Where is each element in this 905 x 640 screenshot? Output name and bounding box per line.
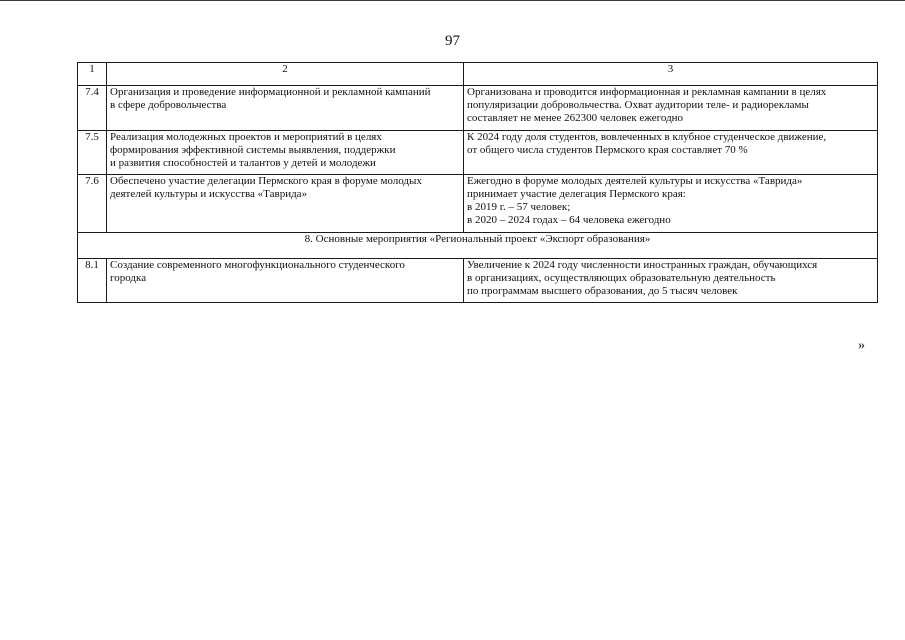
row-number: 7.4 (78, 86, 107, 131)
result-text: К 2024 году доля студентов, вовлеченных в клубное студенческое движение, (467, 131, 827, 143)
result-text: в 2020 – 2024 годах – 64 человека ежегодно (467, 214, 671, 226)
row-number: 7.5 (78, 131, 107, 175)
result-cell (464, 86, 878, 131)
activity-text: деятелей культуры и искусства «Таврида» (110, 188, 308, 200)
result-text: в 2019 г. – 57 человек; (467, 201, 571, 213)
result-text: Ежегодно в форуме молодых деятелей культуры и искусства «Таврида» (467, 175, 803, 187)
table-header-row (78, 63, 878, 86)
top-rule (0, 0, 905, 1)
table-row (78, 86, 878, 131)
activity-text: формирования эффективной системы выявления, поддержки (110, 144, 396, 156)
table-row (78, 131, 878, 175)
activity-cell (107, 131, 464, 175)
result-text: Увеличение к 2024 году численности иностранных граждан, обучающихся (467, 259, 818, 271)
activity-text: Организация и проведение информационной и рекламной кампаний (110, 86, 431, 98)
measures-table (77, 62, 878, 303)
activity-text: и развития способностей и талантов у детей и молодежи (110, 157, 376, 169)
result-cell (464, 259, 878, 303)
column-header-activity: 2 (107, 63, 464, 86)
result-text: по программам высшего образования, до 5 тысяч человек (467, 285, 738, 297)
activity-text: городка (110, 272, 147, 284)
result-text: в организациях, осуществляющих образовательную деятельность (467, 272, 776, 284)
result-text: принимает участие делегация Пермского края: (467, 188, 686, 200)
row-number: 8.1 (78, 259, 107, 303)
activity-text: в сфере добровольчества (110, 99, 227, 111)
table-row (78, 259, 878, 303)
section-heading: 8. Основные мероприятия «Региональный проект «Экспорт образования» (78, 233, 878, 259)
column-header-number: 1 (78, 63, 107, 86)
section-heading-row (78, 233, 878, 259)
activity-cell (107, 86, 464, 131)
result-cell (464, 131, 878, 175)
table-row (78, 175, 878, 233)
result-text: Организована и проводится информационная и рекламная кампании в целях (467, 86, 827, 98)
activity-cell (107, 259, 464, 303)
column-header-result: 3 (464, 63, 878, 86)
result-text: составляет не менее 262300 человек ежегодно (467, 112, 684, 124)
page-number: 97 (445, 33, 460, 49)
activity-text: Создание современного многофункционального студенческого (110, 259, 405, 271)
continuation-mark: » (858, 338, 865, 353)
activity-text: Реализация молодежных проектов и мероприятий в целях (110, 131, 382, 143)
row-number: 7.6 (78, 175, 107, 233)
result-text: популяризации добровольчества. Охват аудитории теле- и радиорекламы (467, 99, 809, 111)
activity-text: Обеспечено участие делегации Пермского края в форуме молодых (110, 175, 422, 187)
result-text: от общего числа студентов Пермского края составляет 70 % (467, 144, 748, 156)
result-cell (464, 175, 878, 233)
activity-cell (107, 175, 464, 233)
